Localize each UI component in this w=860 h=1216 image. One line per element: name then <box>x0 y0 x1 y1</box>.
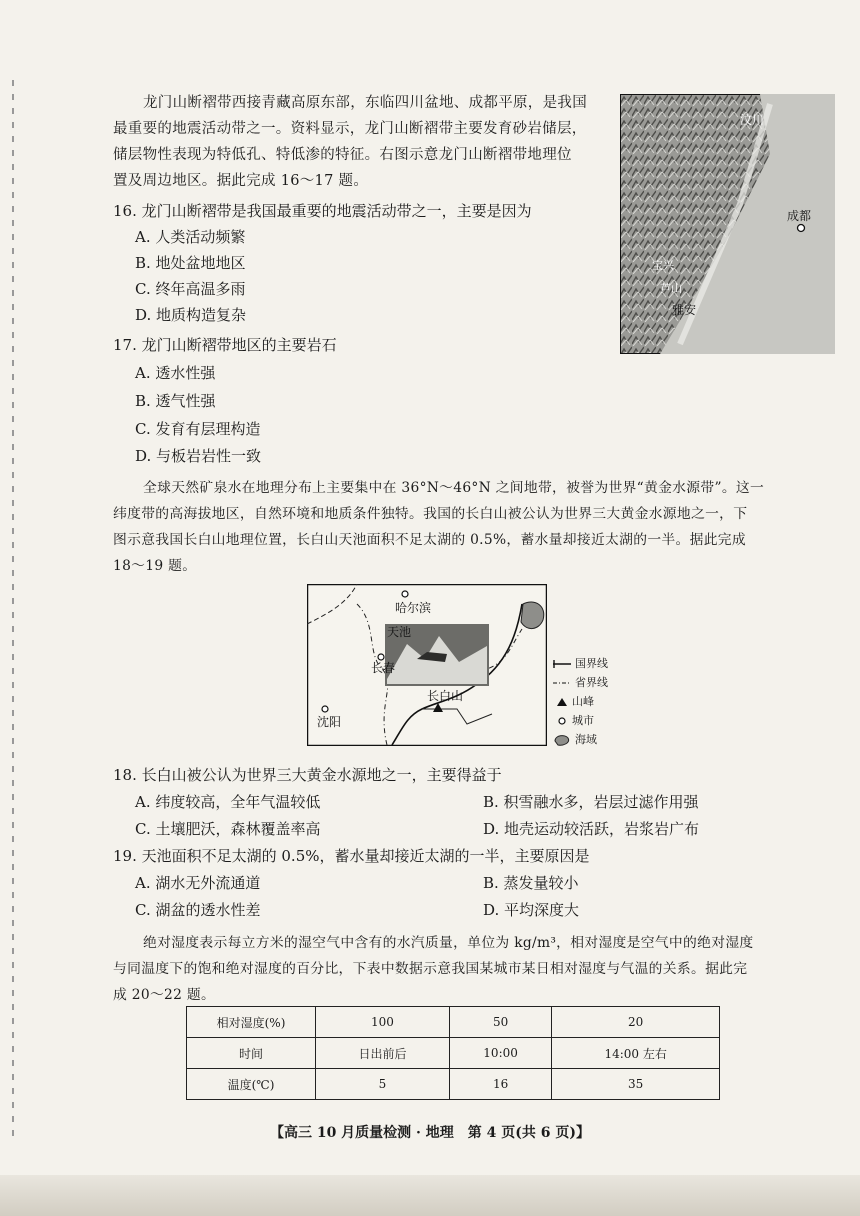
scan-edge <box>0 1175 860 1216</box>
q17-option-b: B. 透气性强 <box>135 392 216 410</box>
map2-label-changbaishan: 长白山 <box>427 689 464 703</box>
q18-option-d: D. 地壳运动较活跃，岩浆岩广布 <box>483 820 700 838</box>
city-icon <box>556 716 568 726</box>
national-border-icon <box>553 660 571 668</box>
intro2-line1: 全球天然矿泉水在地理分布上主要集中在 36°N～46°N 之间地带，被誉为世界“黄金水源带”。这一 <box>143 480 765 496</box>
map1-city-marker <box>798 225 805 232</box>
q19-option-b: B. 蒸发量较小 <box>483 874 579 892</box>
table-row-header: 温度(℃) <box>187 1069 316 1100</box>
legend-sea: 海域 <box>553 733 597 747</box>
map1-label-lushan: 芦山 <box>660 282 682 295</box>
intro1-line3: 储层物性表现为特低孔、特低渗的特征。右图示意龙门山断褶带地理位 <box>113 147 572 163</box>
map2-label-tianchi: 天池 <box>387 625 412 639</box>
table-cell: 16 <box>449 1069 551 1100</box>
q16-option-d: D. 地质构造复杂 <box>135 306 247 324</box>
q18-option-a: A. 纬度较高，全年气温较低 <box>135 793 321 811</box>
table-cell: 20 <box>552 1007 720 1038</box>
q16-option-a: A. 人类活动频繁 <box>135 228 246 246</box>
legend-provincial-border: 省界线 <box>553 676 608 690</box>
legend-national-border: 国界线 <box>553 657 608 671</box>
q17-option-c: C. 发育有层理构造 <box>135 420 261 438</box>
q18-stem: 18. 长白山被公认为世界三大黄金水源地之一，主要得益于 <box>113 766 502 784</box>
intro2-line4: 18～19 题。 <box>113 558 197 574</box>
intro1-line4: 置及周边地区。据此完成 16～17 题。 <box>113 173 369 189</box>
intro2-line2: 纬度带的高海拔地区，自然环境和地质条件独特。我国的长白山被公认为世界三大黄金水源地之一，下 <box>113 506 748 522</box>
table-cell: 100 <box>316 1007 450 1038</box>
q19-option-c: C. 湖盆的透水性差 <box>135 901 261 919</box>
peak-icon <box>556 697 568 707</box>
q18-option-c: C. 土壤肥沃，森林覆盖率高 <box>135 820 321 838</box>
q16-option-b: B. 地处盆地地区 <box>135 254 246 272</box>
legend-city: 城市 <box>556 714 594 728</box>
longmenshan-map <box>620 94 835 354</box>
map1-label-wenchuan: 汶川 <box>740 113 765 127</box>
table-cell: 50 <box>449 1007 551 1038</box>
map2-label-changchun: 长春 <box>371 661 396 675</box>
intro1-line1: 龙门山断褶带西接青藏高原东部，东临四川盆地、成都平原，是我国 <box>143 95 587 111</box>
intro3-line1: 绝对湿度表示每立方米的湿空气中含有的水汽质量，单位为 kg/m³，相对湿度是空气中的绝对湿度 <box>143 935 754 951</box>
q19-stem: 19. 天池面积不足太湖的 0.5%，蓄水量却接近太湖的一半，主要原因是 <box>113 847 590 865</box>
map2-city-changchun <box>378 654 384 660</box>
q16-stem: 16. 龙门山断褶带是我国最重要的地震活动带之一，主要是因为 <box>113 202 532 220</box>
map1-label-baoxing: 宝兴 <box>652 259 674 272</box>
table-cell: 14:00 左右 <box>552 1038 720 1069</box>
table-row-header: 时间 <box>187 1038 316 1069</box>
map1-label-chengdu: 成都 <box>787 209 812 223</box>
map2-label-harbin: 哈尔滨 <box>395 601 432 615</box>
provincial-border-icon <box>553 679 571 687</box>
table-row-header: 相对湿度(%) <box>187 1007 316 1038</box>
intro2-line3: 图示意我国长白山地理位置，长白山天池面积不足太湖的 0.5%，蓄水量却接近太湖的一半。据此完成 <box>113 532 747 548</box>
table-row <box>187 1069 720 1100</box>
table-row <box>187 1007 720 1038</box>
map2-city-shenyang <box>322 706 328 712</box>
q16-option-c: C. 终年高温多雨 <box>135 280 246 298</box>
changbaishan-map <box>307 584 547 746</box>
table-cell: 35 <box>552 1069 720 1100</box>
q18-option-b: B. 积雪融水多，岩层过滤作用强 <box>483 793 699 811</box>
map2-city-harbin <box>402 591 408 597</box>
q17-option-a: A. 透水性强 <box>135 364 216 382</box>
q17-option-d: D. 与板岩岩性一致 <box>135 447 262 465</box>
table-row <box>187 1038 720 1069</box>
q19-option-a: A. 湖水无外流通道 <box>135 874 261 892</box>
intro1-line2: 最重要的地震活动带之一。资料显示，龙门山断褶带主要发育砂岩储层， <box>113 121 587 137</box>
q17-stem: 17. 龙门山断褶带地区的主要岩石 <box>113 336 337 354</box>
legend-peak: 山峰 <box>556 695 594 709</box>
map1-label-yaan: 雅安 <box>672 303 697 317</box>
binding-edge <box>12 80 14 1140</box>
intro3-line3: 成 20～22 题。 <box>113 987 216 1003</box>
table-cell: 10:00 <box>449 1038 551 1069</box>
table-cell: 5 <box>316 1069 450 1100</box>
table-cell: 日出前后 <box>316 1038 450 1069</box>
sea-icon <box>553 733 571 747</box>
humidity-temperature-table <box>186 1006 720 1100</box>
q19-option-d: D. 平均深度大 <box>483 901 580 919</box>
page-footer: 【高三 10 月质量检测 · 地理 第 4 页(共 6 页)】 <box>269 1125 591 1141</box>
intro3-line2: 与同温度下的饱和绝对湿度的百分比，下表中数据示意我国某城市某日相对湿度与气温的关系。据此完 <box>113 961 748 977</box>
map2-label-shenyang: 沈阳 <box>317 715 342 729</box>
